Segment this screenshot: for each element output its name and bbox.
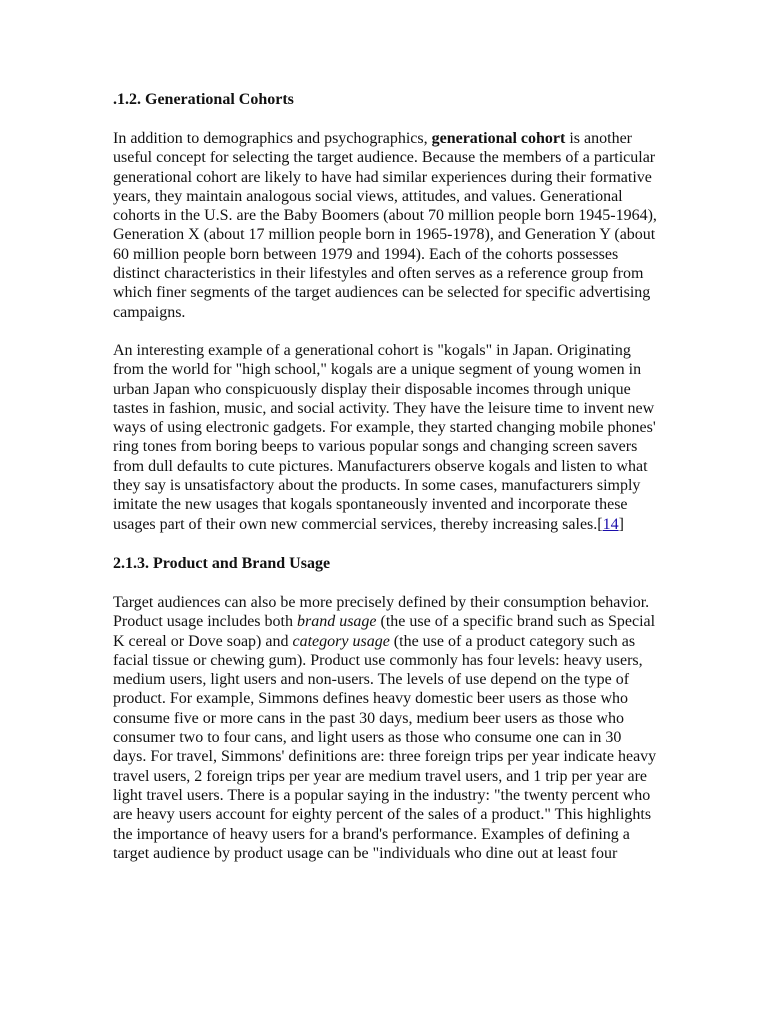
paragraph-lead-text: In addition to demographics and psychographics,: [113, 130, 432, 147]
footnote-link-14[interactable]: 14: [602, 515, 619, 533]
document-page: [113, 89, 658, 863]
section-heading-product-brand-usage: 2.1.3. Product and Brand Usage: [113, 554, 331, 572]
term-category-usage: category usage: [292, 632, 390, 650]
paragraph-body-text: Target audiences can also be more precisely defined by their consumption behavior. Product usage includes both: [113, 593, 650, 631]
paragraph-generational-cohort-definition: [113, 129, 658, 322]
paragraph-body-text: is another useful concept for selecting the target audience. Because the members of a particular generational cohort are likely to have had similar experiences during their formative years, they maintain analogous social views, attitudes, and values. Generational cohorts in the U.S. are the Baby Boomers (about 70 million people born 1945-1964), Generation X (about 17 million people born in 1965-1978), and Generation Y (about 60 million people born between 1979 and 1994). Each of the cohorts possesses distinct characteristics in their lifestyles and often serves as a reference group from which finer segments of the target audiences can be selected for specific advertising campaigns.: [113, 130, 657, 321]
paragraph-body-text: (the use of a product category such as facial tissue or chewing gum). Product use commonly has four levels: heavy users, medium users, light users and non-users. The levels of use depend on the type of product. For example, Simmons defines heavy domestic beer users as those who consume five or more cans in the past 30 days, medium beer users as those who consumer two to four cans, and light users as those who consume one can in 30 days. For travel, Simmons' definitions are: three foreign trips per year indicate heavy travel users, 2 foreign trips per year are medium travel users, and 1 trip per year are light travel users. There is a popular saying in the industry: "the twenty percent who are heavy users account for eighty percent of the sales of a product." This highlights the importance of heavy users for a brand's performance. Examples of defining a target audience by product usage can be "individuals who dine out at least four: [113, 632, 657, 862]
section-heading-generational-cohorts: .1.2. Generational Cohorts: [113, 91, 294, 108]
paragraph-body-text: An interesting example of a generational cohort is "kogals" in Japan. Originating from the world for "high school," kogals are a unique segment of young women in urban Japan who conspicuously display their disposable incomes through unique tastes in fashion, music, and social activity. They have the leisure time to invent new ways of using electronic gadgets. For example, they started changing mobile phones' ring tones from boring beeps to various popular songs and changing screen savers from dull defaults to cute pictures. Manufacturers observe kogals and listen to what they say is unsatisfactory about the products. In some cases, manufacturers simply imitate the new usages that kogals spontaneously invented and incorporate these usages part of their own new commercial services, thereby increasing sales.: [113, 341, 656, 533]
paragraph-product-usage: [113, 593, 658, 863]
paragraph-body-text: (the use of a specific brand such as Special K cereal or Dove soap) and: [113, 613, 656, 650]
reference-bracket-open: [: [597, 515, 603, 533]
paragraph-kogals-example: [113, 341, 658, 534]
reference-bracket-close: ]: [618, 515, 624, 533]
term-generational-cohort: generational cohort: [431, 130, 566, 147]
term-brand-usage: brand usage: [296, 613, 377, 631]
